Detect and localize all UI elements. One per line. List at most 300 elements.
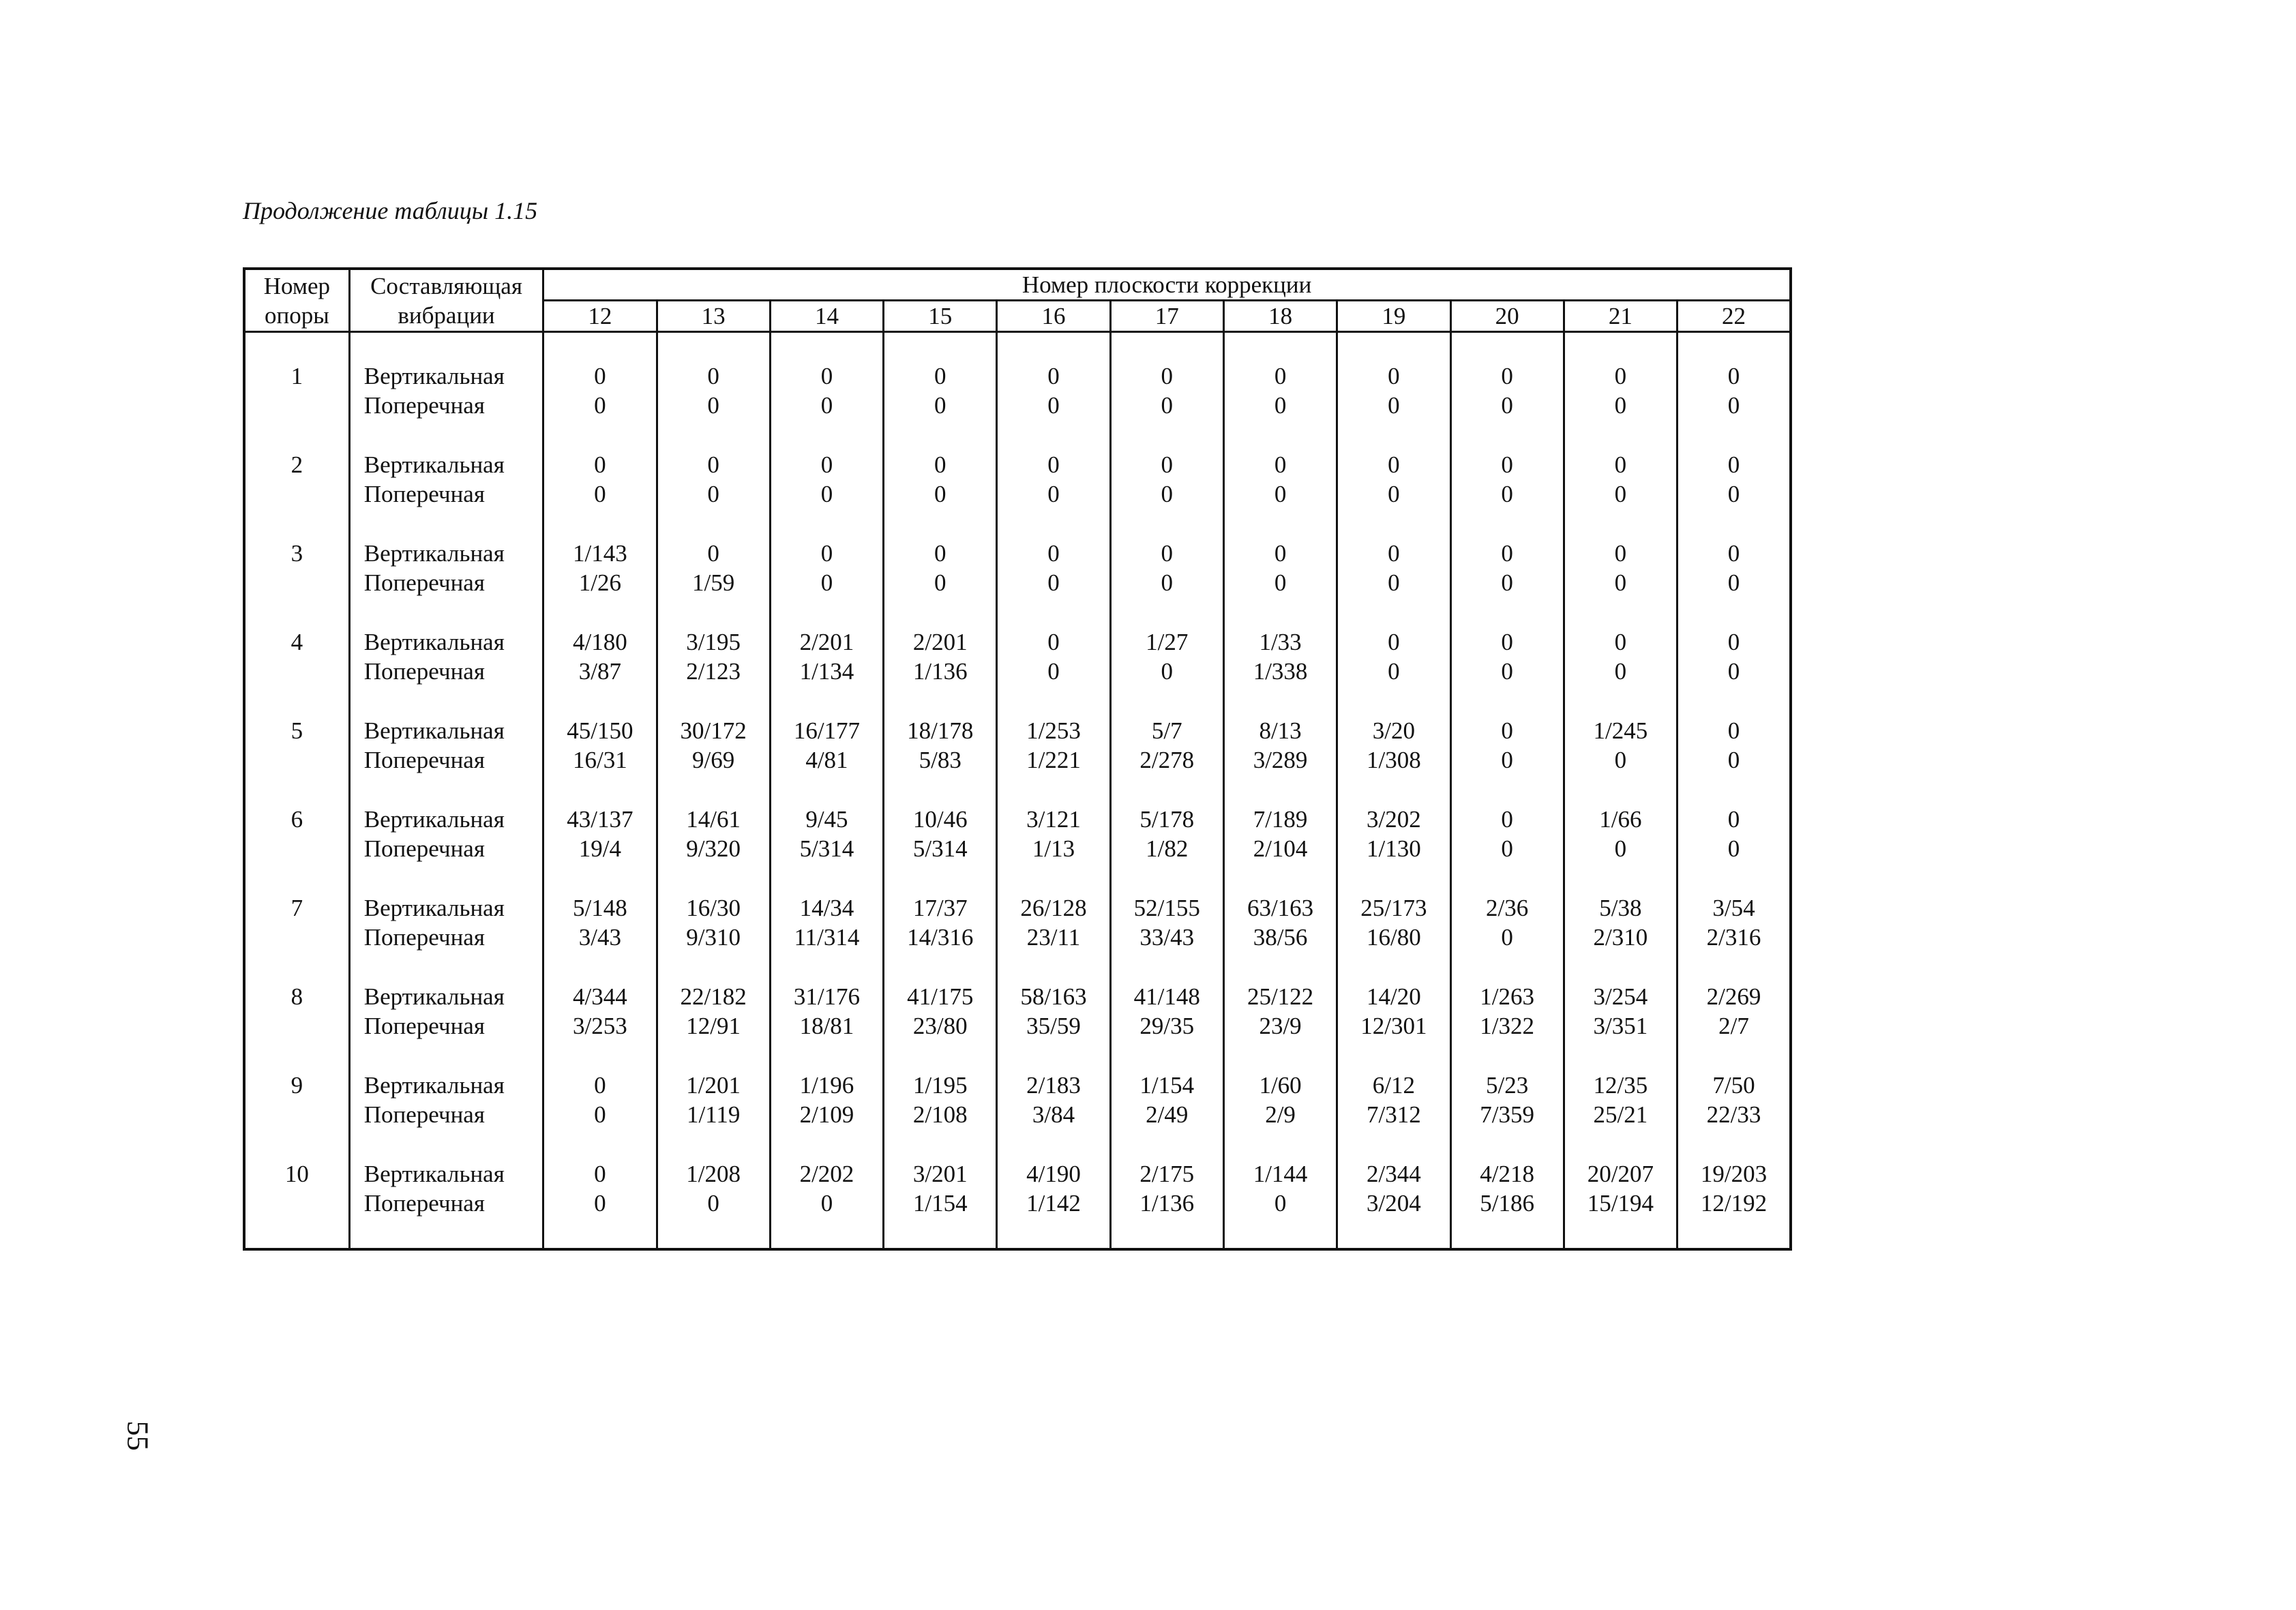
value-cell <box>657 539 770 627</box>
component-transverse: Поперечная <box>363 569 485 596</box>
transverse-value: 0 <box>1727 392 1740 419</box>
component-cell <box>349 450 543 539</box>
value-cell <box>543 716 657 805</box>
vertical-value: 6/12 <box>1372 1072 1415 1099</box>
value-cell <box>1450 1159 1564 1234</box>
value-cell <box>657 805 770 893</box>
value-cell <box>1678 450 1791 539</box>
transverse-value: 2/108 <box>912 1101 968 1128</box>
value-cell <box>1223 893 1337 982</box>
value-cell <box>1223 450 1337 539</box>
transverse-value: 9/310 <box>686 924 741 951</box>
transverse-value: 0 <box>934 569 946 596</box>
value-cell <box>1337 1071 1450 1159</box>
vertical-value: 45/150 <box>567 717 633 744</box>
value-cell <box>1110 539 1223 627</box>
value-cell <box>770 1159 883 1234</box>
value-cell <box>770 893 883 982</box>
value-cell <box>1223 1159 1337 1234</box>
table-body <box>244 332 1791 1250</box>
component-cell <box>349 893 543 982</box>
transverse-value: 0 <box>1161 392 1174 419</box>
vertical-value: 0 <box>1501 629 1513 655</box>
transverse-value: 1/136 <box>1139 1190 1195 1217</box>
vertical-value: 2/269 <box>1706 983 1761 1010</box>
transverse-value: 0 <box>1274 392 1287 419</box>
page-number: 55 <box>121 1420 155 1451</box>
header-plane-4: 16 <box>997 301 1110 332</box>
transverse-value: 25/21 <box>1593 1101 1648 1128</box>
spacer-cell <box>1110 1234 1223 1249</box>
vertical-value: 31/176 <box>793 983 861 1010</box>
transverse-value: 0 <box>707 481 719 507</box>
vertical-value: 7/50 <box>1712 1072 1755 1099</box>
value-cell <box>1337 361 1450 450</box>
transverse-value: 3/289 <box>1253 747 1308 773</box>
vertical-value: 3/54 <box>1712 895 1755 921</box>
header-plane-1: 13 <box>657 301 770 332</box>
value-cell <box>884 361 997 450</box>
component-vertical: Вертикальная <box>363 895 505 921</box>
spacer-cell <box>997 1234 1110 1249</box>
spacer-cell <box>543 1234 657 1249</box>
value-cell <box>1223 539 1337 627</box>
transverse-value: 23/80 <box>912 1013 968 1039</box>
component-vertical: Вертикальная <box>363 806 505 833</box>
transverse-value: 0 <box>594 392 606 419</box>
value-cell <box>1564 805 1677 893</box>
spacer-cell <box>349 332 543 362</box>
transverse-value: 0 <box>1161 658 1174 685</box>
value-cell <box>1110 1071 1223 1159</box>
transverse-value: 0 <box>1614 481 1627 507</box>
vertical-value: 0 <box>1274 540 1287 567</box>
transverse-value: 16/80 <box>1366 924 1421 951</box>
value-cell <box>997 893 1110 982</box>
component-vertical: Вертикальная <box>363 363 505 389</box>
spacer-row <box>244 332 1791 362</box>
vertical-value: 0 <box>1047 451 1060 478</box>
transverse-value: 22/33 <box>1706 1101 1761 1128</box>
vertical-value: 25/122 <box>1247 983 1314 1010</box>
transverse-value: 12/301 <box>1360 1013 1427 1039</box>
transverse-value: 0 <box>1614 835 1627 862</box>
vertical-value: 18/178 <box>907 717 974 744</box>
vertical-value: 0 <box>1614 363 1627 389</box>
value-cell <box>543 627 657 716</box>
transverse-value: 11/314 <box>794 924 860 951</box>
value-cell <box>884 539 997 627</box>
vertical-value: 4/344 <box>573 983 627 1010</box>
transverse-value: 1/221 <box>1026 747 1081 773</box>
value-cell <box>657 361 770 450</box>
value-cell <box>543 893 657 982</box>
header-vibration-component-line1: Составляющая <box>370 272 522 299</box>
value-cell <box>1564 1159 1677 1234</box>
component-vertical: Вертикальная <box>363 1072 505 1099</box>
transverse-value: 16/31 <box>573 747 627 773</box>
transverse-value: 3/351 <box>1593 1013 1648 1039</box>
value-cell <box>657 627 770 716</box>
transverse-value: 0 <box>1727 569 1740 596</box>
vertical-value: 1/144 <box>1253 1161 1308 1187</box>
component-cell <box>349 982 543 1071</box>
spacer-cell <box>244 1234 349 1249</box>
value-cell <box>997 982 1110 1071</box>
value-cell <box>1110 361 1223 450</box>
vertical-value: 0 <box>1727 451 1740 478</box>
vertical-value: 0 <box>594 451 606 478</box>
value-cell <box>657 1159 770 1234</box>
value-cell <box>1678 1159 1791 1234</box>
transverse-value: 23/9 <box>1259 1013 1302 1039</box>
header-plane-group: Номер плоскости коррекции <box>543 269 1791 301</box>
transverse-value: 2/310 <box>1593 924 1648 951</box>
transverse-value: 5/314 <box>912 835 968 862</box>
vertical-value: 1/196 <box>799 1072 854 1099</box>
table-row <box>244 1159 1791 1234</box>
spacer-cell <box>884 1234 997 1249</box>
vertical-value: 0 <box>594 1072 606 1099</box>
header-support-number-line2: опоры <box>265 301 329 329</box>
transverse-value: 0 <box>707 1190 719 1217</box>
value-cell <box>1564 1071 1677 1159</box>
table-row <box>244 805 1791 893</box>
value-cell <box>543 1159 657 1234</box>
vertical-value: 19/203 <box>1700 1161 1768 1187</box>
vertical-value: 1/263 <box>1480 983 1534 1010</box>
vertical-value: 41/175 <box>907 983 974 1010</box>
transverse-value: 0 <box>1388 481 1400 507</box>
table-row <box>244 450 1791 539</box>
vertical-value: 0 <box>1614 540 1627 567</box>
transverse-value: 0 <box>1388 569 1400 596</box>
value-cell <box>1110 716 1223 805</box>
table-row <box>244 716 1791 805</box>
vertical-value: 41/148 <box>1133 983 1200 1010</box>
support-number-cell: 7 <box>244 893 349 982</box>
table-row <box>244 1071 1791 1159</box>
transverse-value: 0 <box>1388 392 1400 419</box>
transverse-value: 1/130 <box>1366 835 1421 862</box>
value-cell <box>543 450 657 539</box>
transverse-value: 0 <box>1614 392 1627 419</box>
vertical-value: 10/46 <box>912 806 968 833</box>
vertical-value: 0 <box>1727 717 1740 744</box>
vertical-value: 3/254 <box>1593 983 1648 1010</box>
vertical-value: 5/38 <box>1599 895 1642 921</box>
spacer-row <box>244 1234 1791 1249</box>
vertical-value: 0 <box>1501 363 1513 389</box>
transverse-value: 2/49 <box>1146 1101 1189 1128</box>
vertical-value: 25/173 <box>1360 895 1427 921</box>
value-cell <box>1564 627 1677 716</box>
value-cell <box>657 716 770 805</box>
transverse-value: 12/192 <box>1700 1190 1768 1217</box>
spacer-cell <box>349 1234 543 1249</box>
component-vertical: Вертикальная <box>363 717 505 744</box>
vertical-value: 63/163 <box>1247 895 1314 921</box>
component-transverse: Поперечная <box>363 392 485 419</box>
spacer-cell <box>1223 1234 1337 1249</box>
value-cell <box>770 450 883 539</box>
vertical-value: 1/195 <box>912 1072 968 1099</box>
value-cell <box>1110 982 1223 1071</box>
value-cell <box>997 450 1110 539</box>
component-vertical: Вертикальная <box>363 629 505 655</box>
transverse-value: 0 <box>1727 747 1740 773</box>
header-support-number-line1: Номер <box>263 272 331 299</box>
vertical-value: 2/175 <box>1139 1161 1195 1187</box>
transverse-value: 5/314 <box>799 835 854 862</box>
transverse-value: 0 <box>820 481 833 507</box>
spacer-cell <box>543 332 657 362</box>
transverse-value: 0 <box>1614 569 1627 596</box>
vertical-value: 5/23 <box>1486 1072 1529 1099</box>
vertical-value: 20/207 <box>1587 1161 1654 1187</box>
transverse-value: 0 <box>1047 392 1060 419</box>
header-plane-5: 17 <box>1110 301 1223 332</box>
vertical-value: 3/202 <box>1366 806 1421 833</box>
value-cell <box>1450 716 1564 805</box>
transverse-value: 0 <box>1501 569 1513 596</box>
component-vertical: Вертикальная <box>363 1161 505 1187</box>
vertical-value: 3/201 <box>912 1161 968 1187</box>
value-cell <box>1564 716 1677 805</box>
value-cell <box>1678 361 1791 450</box>
spacer-cell <box>1110 332 1223 362</box>
transverse-value: 0 <box>820 569 833 596</box>
transverse-value: 1/154 <box>912 1190 968 1217</box>
vertical-value: 16/177 <box>793 717 861 744</box>
component-transverse: Поперечная <box>363 835 485 862</box>
header-plane-6: 18 <box>1223 301 1337 332</box>
value-cell <box>1110 450 1223 539</box>
vertical-value: 0 <box>934 540 946 567</box>
value-cell <box>884 982 997 1071</box>
value-cell <box>997 716 1110 805</box>
vertical-value: 0 <box>934 451 946 478</box>
transverse-value: 0 <box>1727 835 1740 862</box>
vertical-value: 0 <box>1501 451 1513 478</box>
vertical-value: 4/180 <box>573 629 627 655</box>
value-cell <box>1450 361 1564 450</box>
vertical-value: 0 <box>1047 629 1060 655</box>
spacer-cell <box>1223 332 1337 362</box>
value-cell <box>770 627 883 716</box>
transverse-value: 2/104 <box>1253 835 1308 862</box>
transverse-value: 23/11 <box>1026 924 1081 951</box>
transverse-value: 2/7 <box>1718 1013 1749 1039</box>
table-caption: Продолжение таблицы 1.15 <box>243 197 538 224</box>
vertical-value: 0 <box>1614 629 1627 655</box>
vertical-value: 1/253 <box>1026 717 1081 744</box>
support-number-cell: 2 <box>244 450 349 539</box>
transverse-value: 0 <box>1047 481 1060 507</box>
value-cell <box>884 716 997 805</box>
transverse-value: 5/186 <box>1480 1190 1534 1217</box>
header-plane-2: 14 <box>770 301 883 332</box>
vertical-value: 0 <box>820 540 833 567</box>
component-transverse: Поперечная <box>363 924 485 951</box>
transverse-value: 0 <box>1274 569 1287 596</box>
value-cell <box>657 1071 770 1159</box>
vertical-value: 0 <box>1501 806 1513 833</box>
transverse-value: 35/59 <box>1026 1013 1081 1039</box>
transverse-value: 1/308 <box>1366 747 1421 773</box>
vertical-value: 2/201 <box>912 629 968 655</box>
value-cell <box>1450 539 1564 627</box>
transverse-value: 14/316 <box>907 924 974 951</box>
value-cell <box>770 539 883 627</box>
header-plane-7: 19 <box>1337 301 1450 332</box>
vertical-value: 0 <box>820 451 833 478</box>
transverse-value: 1/26 <box>578 569 621 596</box>
transverse-value: 2/316 <box>1706 924 1761 951</box>
vertical-value: 4/218 <box>1480 1161 1534 1187</box>
value-cell <box>543 361 657 450</box>
vertical-value: 3/20 <box>1372 717 1415 744</box>
vertical-value: 0 <box>1274 451 1287 478</box>
transverse-value: 0 <box>820 392 833 419</box>
value-cell <box>1564 361 1677 450</box>
value-cell <box>1337 1159 1450 1234</box>
vertical-value: 0 <box>820 363 833 389</box>
header-plane-8: 20 <box>1450 301 1564 332</box>
vertical-value: 58/163 <box>1020 983 1087 1010</box>
support-number-cell: 5 <box>244 716 349 805</box>
transverse-value: 18/81 <box>799 1013 854 1039</box>
value-cell <box>1337 982 1450 1071</box>
value-cell <box>657 982 770 1071</box>
value-cell <box>1678 893 1791 982</box>
vertical-value: 43/137 <box>567 806 633 833</box>
value-cell <box>657 450 770 539</box>
component-cell <box>349 627 543 716</box>
transverse-value: 0 <box>1047 569 1060 596</box>
transverse-value: 2/278 <box>1139 747 1195 773</box>
value-cell <box>884 1071 997 1159</box>
value-cell <box>1450 627 1564 716</box>
transverse-value: 1/134 <box>799 658 854 685</box>
vertical-value: 0 <box>707 363 719 389</box>
vertical-value: 1/208 <box>686 1161 741 1187</box>
value-cell <box>770 361 883 450</box>
component-vertical: Вертикальная <box>363 540 505 567</box>
value-cell <box>543 982 657 1071</box>
vertical-value: 0 <box>1727 363 1740 389</box>
component-transverse: Поперечная <box>363 747 485 773</box>
vertical-value: 1/27 <box>1146 629 1189 655</box>
transverse-value: 9/320 <box>686 835 741 862</box>
transverse-value: 0 <box>934 392 946 419</box>
transverse-value: 1/142 <box>1026 1190 1081 1217</box>
value-cell <box>1678 716 1791 805</box>
component-cell <box>349 361 543 450</box>
spacer-cell <box>770 332 883 362</box>
value-cell <box>997 805 1110 893</box>
value-cell <box>1450 1071 1564 1159</box>
component-cell <box>349 716 543 805</box>
value-cell <box>1564 539 1677 627</box>
value-cell <box>1337 450 1450 539</box>
transverse-value: 0 <box>594 1101 606 1128</box>
header-plane-3: 15 <box>884 301 997 332</box>
transverse-value: 1/119 <box>686 1101 741 1128</box>
transverse-value: 0 <box>1501 481 1513 507</box>
transverse-value: 1/59 <box>692 569 735 596</box>
vertical-value: 5/7 <box>1151 717 1182 744</box>
vertical-value: 16/30 <box>686 895 741 921</box>
transverse-value: 0 <box>1274 481 1287 507</box>
transverse-value: 2/9 <box>1265 1101 1296 1128</box>
table-row <box>244 982 1791 1071</box>
vertical-value: 0 <box>1501 717 1513 744</box>
transverse-value: 29/35 <box>1139 1013 1195 1039</box>
spacer-cell <box>1337 1234 1450 1249</box>
value-cell <box>1223 805 1337 893</box>
transverse-value: 0 <box>1614 747 1627 773</box>
transverse-value: 0 <box>1727 481 1740 507</box>
value-cell <box>1678 627 1791 716</box>
support-number-cell: 10 <box>244 1159 349 1234</box>
transverse-value: 3/87 <box>578 658 621 685</box>
vertical-value: 26/128 <box>1020 895 1087 921</box>
transverse-value: 0 <box>1047 658 1060 685</box>
value-cell <box>1110 1159 1223 1234</box>
vertical-value: 0 <box>1614 451 1627 478</box>
value-cell <box>1110 893 1223 982</box>
value-cell <box>1564 982 1677 1071</box>
vertical-value: 0 <box>1161 540 1174 567</box>
vertical-value: 14/34 <box>799 895 854 921</box>
transverse-value: 3/43 <box>578 924 621 951</box>
transverse-value: 5/83 <box>919 747 961 773</box>
transverse-value: 1/136 <box>912 658 968 685</box>
table-row <box>244 893 1791 982</box>
vertical-value: 0 <box>594 363 606 389</box>
spacer-cell <box>770 1234 883 1249</box>
vertical-value: 1/60 <box>1259 1072 1302 1099</box>
transverse-value: 1/322 <box>1480 1013 1534 1039</box>
transverse-value: 1/13 <box>1032 835 1075 862</box>
support-number-cell: 1 <box>244 361 349 450</box>
spacer-cell <box>1564 1234 1677 1249</box>
header-plane-9: 21 <box>1564 301 1677 332</box>
transverse-value: 4/81 <box>805 747 848 773</box>
vertical-value: 0 <box>1388 540 1400 567</box>
transverse-value: 0 <box>1501 924 1513 951</box>
transverse-value: 3/204 <box>1366 1190 1421 1217</box>
component-transverse: Поперечная <box>363 658 485 685</box>
table-row <box>244 627 1791 716</box>
transverse-value: 3/253 <box>573 1013 627 1039</box>
vertical-value: 5/148 <box>573 895 627 921</box>
value-cell <box>997 539 1110 627</box>
value-cell <box>1223 627 1337 716</box>
transverse-value: 15/194 <box>1587 1190 1654 1217</box>
transverse-value: 0 <box>707 392 719 419</box>
header-support-number <box>244 269 349 332</box>
value-cell <box>1678 1071 1791 1159</box>
transverse-value: 0 <box>1727 658 1740 685</box>
header-plane-10: 22 <box>1678 301 1791 332</box>
value-cell <box>997 361 1110 450</box>
support-number-cell: 6 <box>244 805 349 893</box>
transverse-value: 0 <box>1274 1190 1287 1217</box>
value-cell <box>1337 805 1450 893</box>
spacer-cell <box>997 332 1110 362</box>
